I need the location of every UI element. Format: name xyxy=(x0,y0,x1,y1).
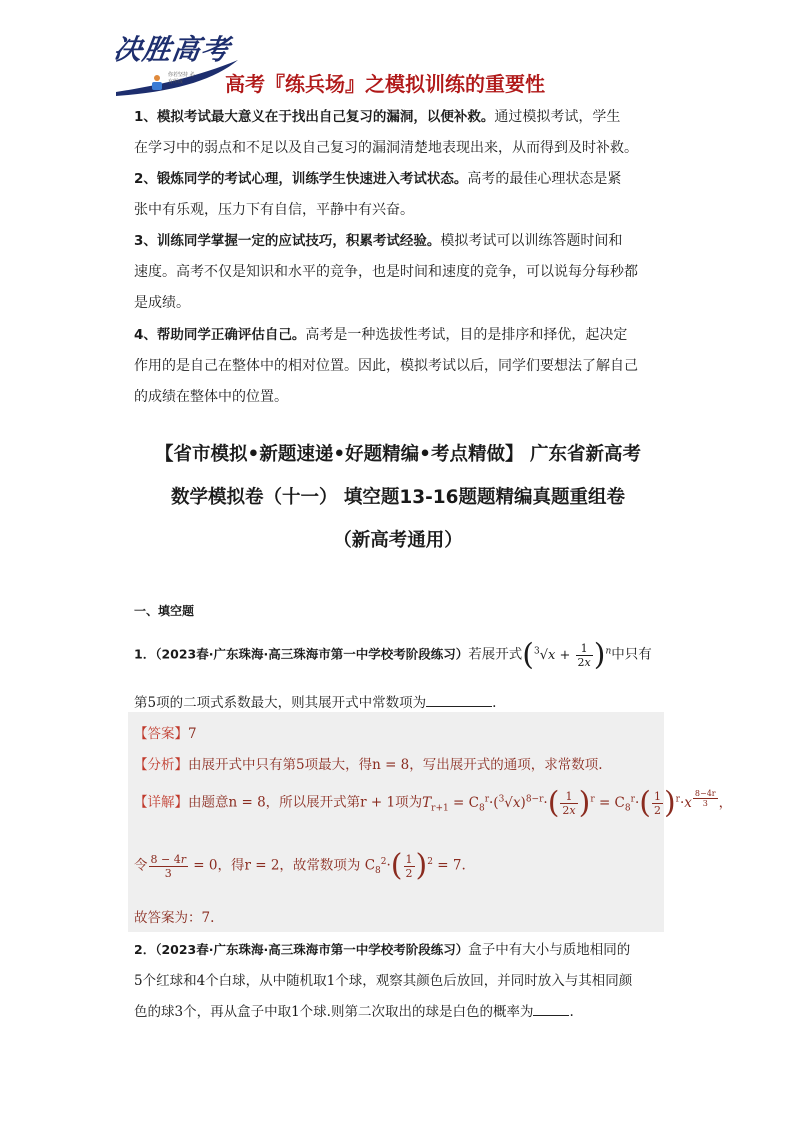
answer-value: 7 xyxy=(188,726,197,742)
intro-text: 作用的是自己在整体中的相对位置。因此，模拟考试以后，同学们要想法了解自己 xyxy=(134,358,638,374)
section-heading: 一、填空题 xyxy=(134,604,195,618)
logo-brand: 决胜高考 xyxy=(111,33,233,66)
question-2 xyxy=(134,940,664,960)
answer-tag: 【答案】 xyxy=(134,726,188,742)
question-2-line3 xyxy=(134,1002,664,1022)
answer-line xyxy=(134,722,197,742)
solution-box xyxy=(128,712,664,932)
question-1-line2 xyxy=(134,693,664,713)
formula: ($^3$√x + $\frac{1}{2x}$ )$^n$ xyxy=(522,637,612,672)
question-text: . xyxy=(492,695,497,711)
detail-line xyxy=(134,785,733,820)
intro-lead: 2、锻炼同学的考试心理，训练学生快速进入考试状态。 xyxy=(134,171,468,187)
question-text: 盒子中有大小与质地相同的 xyxy=(468,942,631,958)
intro-lead: 4、帮助同学正确评估自己。 xyxy=(134,327,306,343)
analysis-line xyxy=(134,753,603,773)
intro-text: 的成绩在整体中的位置。 xyxy=(134,389,288,405)
question-2-line2 xyxy=(134,971,664,991)
intro-item-4 xyxy=(134,320,664,413)
detail-text: = 7. xyxy=(437,857,466,874)
title-line: 数学模拟卷（十一） 填空题13-16题题精编真题重组卷 xyxy=(170,487,626,508)
general-term-formula: $T_{r+1} = C_8^r\cdot(^3√x)^{8-r}\cdot$( $\frac{1}{2x}$ )$^r = C_8^r\cdot$( $\frac{1}{2}$ )$^r$·x $^{\frac{8-4r}{3}}$ ， xyxy=(422,785,733,820)
conclusion-line xyxy=(134,906,214,926)
page-header-title: 高考『练兵场』之模拟训练的重要性 xyxy=(225,72,545,96)
question-source: （2023春·广东珠海·高三珠海市第一中学校考阶段练习） xyxy=(155,942,469,957)
question-text: 第5项的二项式系数最大，则其展开式中常数项为 xyxy=(134,695,427,711)
answer-blank[interactable] xyxy=(533,1003,569,1016)
detail-tag: 【详解】 xyxy=(134,794,188,811)
intro-item-3 xyxy=(134,226,664,319)
question-text: 色的球3个，再从盒子中取1个球.则第二次取出的球是白色的概率为 xyxy=(134,1004,534,1020)
answer-blank[interactable] xyxy=(426,694,492,707)
intro-lead: 3、训练同学掌握一定的应试技巧，积累考试经验。 xyxy=(134,233,441,249)
intro-lead: 1、模拟考试最大意义在于找出自己复习的漏洞，以便补救。 xyxy=(134,109,495,125)
question-number: 1． xyxy=(134,646,156,662)
conclusion-text: 故答案为：7. xyxy=(134,910,215,926)
intro-text: 在学习中的弱点和不足以及自己复习的漏洞清楚地表现出来，从而得到及时补救。 xyxy=(134,140,638,156)
question-text: 若展开式 xyxy=(468,646,523,663)
intro-text: 速度。高考不仅是知识和水平的竞争，也是时间和速度的竞争，可以说每分每秒都 xyxy=(134,264,638,280)
detail-text: ，得r = 2，故常数项为 xyxy=(217,857,361,874)
intro-text: 高考是一种选拔性考试，目的是排序和择优，起决定 xyxy=(305,327,628,343)
analysis-tag: 【分析】 xyxy=(134,757,188,773)
question-number: 2． xyxy=(134,942,156,957)
detail-text: 由题意n = 8，所以展开式第r + 1项为 xyxy=(188,794,423,811)
detail-text: 令 xyxy=(134,857,148,874)
question-text: 中只有 xyxy=(611,646,652,663)
question-text: 5个红球和4个白球，从中随机取1个球，观察其颜色后放回，并同时放入与其相同颜 xyxy=(134,973,633,989)
intro-item-2 xyxy=(134,164,664,226)
detail-line-2: 令 $\frac{8 - 4r}{3}$ = 0，得r = 2，故常数项为 $C_8^2\cdot$( $\frac{1}{2}$ )$^2$ = 7. xyxy=(134,848,466,883)
logo-tagline: 你若坚持 必有所成 xyxy=(168,72,195,85)
intro-text: 是成绩。 xyxy=(134,295,190,311)
title-line: （新高考通用） xyxy=(333,530,463,551)
intro-text: 高考的最佳心理状态是紧 xyxy=(467,171,622,187)
intro-item-1 xyxy=(134,102,664,164)
question-text: . xyxy=(569,1004,574,1020)
title-line: 【省市模拟•新题速递•好题精编•考点精做】 广东省新高考 xyxy=(155,444,641,465)
intro-text: 模拟考试可以训练答题时间和 xyxy=(440,233,623,249)
question-source: （2023春·广东珠海·高三珠海市第一中学校考阶段练习） xyxy=(155,646,469,662)
intro-text: 张中有乐观，压力下有自信，平静中有兴奋。 xyxy=(134,202,414,218)
intro-text: 通过模拟考试，学生 xyxy=(494,109,621,125)
paper-title xyxy=(120,433,676,562)
student-icon xyxy=(150,74,164,92)
analysis-text: 由展开式中只有第5项最大，得n = 8，写出展开式的通项，求常数项. xyxy=(188,757,603,773)
question-1 xyxy=(134,637,664,672)
